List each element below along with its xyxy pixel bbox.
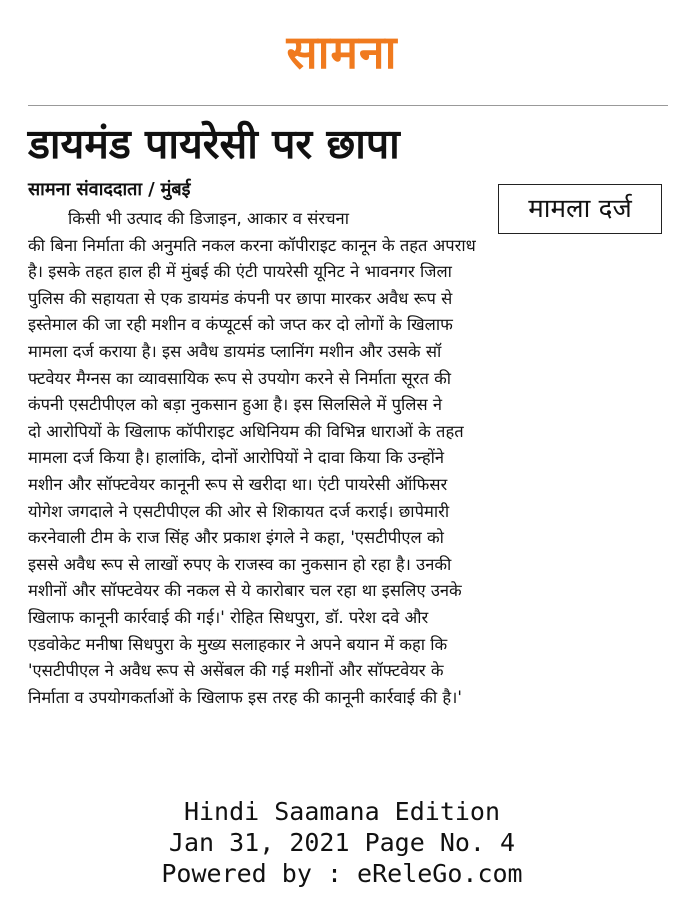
footer-date-page: Jan 31, 2021 Page No. 4 (168, 828, 516, 857)
footer-edition: Hindi Saamana Edition (183, 797, 501, 826)
edition-footer (0, 796, 684, 889)
article-line: किसी भी उत्पाद की डिजाइन, आकार व संरचना (68, 209, 349, 228)
article-line: मशीन और सॉफ्टवेयर कानूनी रूप से खरीदा था। एंटी पायरेसी ऑफिसर (28, 474, 448, 494)
article-byline (28, 178, 191, 202)
masthead-divider (28, 105, 668, 106)
article-line: इससे अवैध रूप से लाखों रुपए के राजस्व का नुकसान हो रहा है। उनकी (28, 554, 452, 574)
byline-city: मुंबई (160, 179, 191, 200)
article-line: की बिना निर्माता की अनुमति नकल करना कॉपीराइट कानून के तहत अपराध (28, 235, 476, 255)
article-line: 'एसटीपीएल ने अवैध रूप से असेंबल की गई मशीनों और सॉफ्टवेयर के (28, 661, 444, 681)
article-line: मशीनों और सॉफ्टवेयर की नकल से ये कारोबार चल रहा था इसलिए उनके (28, 581, 462, 601)
article-body (28, 206, 668, 711)
article-line: फ्टवेयर मैग्नस का व्यावसायिक रूप से उपयोग करने से निर्माता सूरत की (28, 368, 452, 388)
article-line: कंपनी एसटीपीएल को बड़ा नुकसान हुआ है। इस सिलसिले में पुलिस ने (28, 395, 443, 415)
article-line: योगेश जगदाले ने एसटीपीएल की ओर से शिकायत दर्ज कराई। छापेमारी (28, 501, 450, 521)
article-headline: डायमंड पायरेसी पर छापा (28, 120, 400, 168)
byline-source: सामना संवाददाता (28, 179, 143, 200)
article-line: पुलिस की सहायता से एक डायमंड कंपनी पर छापा मारकर अवैध रूप से (28, 288, 453, 308)
article-line: करनेवाली टीम के राज सिंह और प्रकाश इंगले ने कहा, 'एसटीपीएल को (28, 528, 444, 548)
footer-powered-by: Powered by : eReleGo.com (161, 859, 523, 888)
article-line: मामला दर्ज कराया है। इस अवैध डायमंड प्लानिंग मशीन और उसके सॉ (28, 341, 442, 361)
article-tag-box: मामला दर्ज (498, 184, 662, 234)
article-line: निर्माता व उपयोगकर्ताओं के खिलाफ इस तरह की कानूनी कार्रवाई की है।' (28, 687, 462, 707)
article-line: एडवोकेट मनीषा सिधपुरा के मुख्य सलाहकार ने अपने बयान में कहा कि (28, 634, 448, 654)
article-line: दो आरोपियों के खिलाफ कॉपीराइट अधिनियम की विभिन्न धाराओं के तहत (28, 421, 464, 441)
newspaper-masthead: सामना (286, 25, 398, 79)
article-line: खिलाफ कानूनी कार्रवाई की गई।' रोहित सिधपुरा, डॉ. परेश दवे और (28, 607, 429, 627)
byline-separator: / (148, 179, 155, 200)
article-line: इस्तेमाल की जा रही मशीन व कंप्यूटर्स को जप्त कर दो लोगों के खिलाफ (28, 315, 453, 335)
article-line: है। इसके तहत हाल ही में मुंबई की एंटी पायरेसी यूनिट ने भावनगर जिला (28, 262, 452, 282)
article-line: मामला दर्ज किया है। हालांकि, दोनों आरोपियों ने दावा किया कि उन्होंने (28, 448, 445, 468)
